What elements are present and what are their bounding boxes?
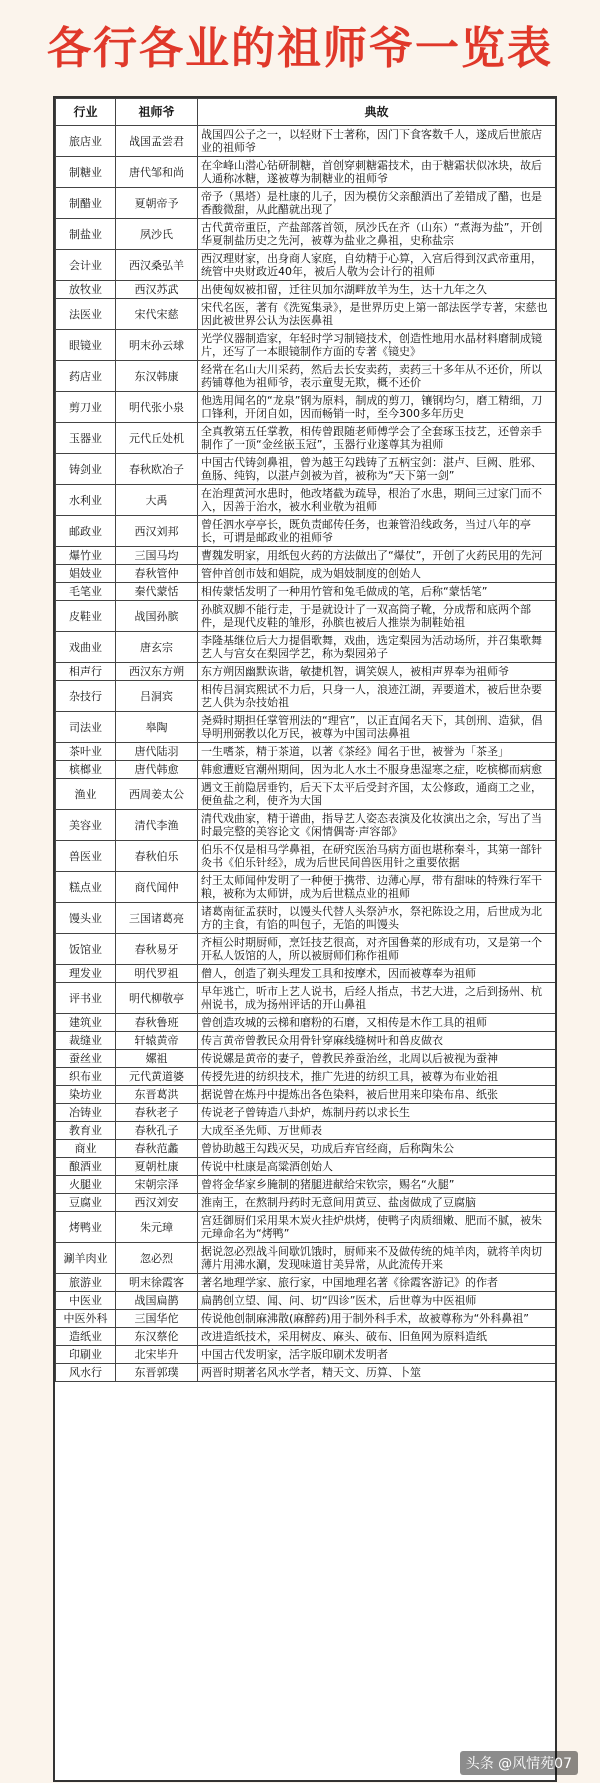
- table-row: [56, 1032, 556, 1050]
- trade-cell: 会计业: [56, 250, 116, 281]
- story-cell: 传说老子曾铸造八卦炉，炼制丹药以求长生: [198, 1104, 556, 1122]
- ancestor-cell: 明代柳敬亭: [116, 983, 198, 1014]
- trade-cell: 制糖业: [56, 157, 116, 188]
- ancestor-cell: 西汉刘邦: [116, 516, 198, 547]
- story-cell: 据说曾在炼丹中提炼出各色染料，被后世用来印染布帛、纸张: [198, 1086, 556, 1104]
- trade-cell: 旅店业: [56, 126, 116, 157]
- ancestor-cell: 吕洞宾: [116, 681, 198, 712]
- story-cell: 遇文王前隐居垂钓，后天下太平后受封齐国，太公修政，通商工之业，便鱼盐之利，使齐为大国: [198, 779, 556, 810]
- table-row: [56, 1243, 556, 1274]
- table-row: [56, 903, 556, 934]
- story-cell: 相传吕洞宾熙试不力后，只身一人，浪迹江湖，弄要道术，被后世杂要艺人供为杂技始祖: [198, 681, 556, 712]
- ancestor-cell: 秦代蒙恬: [116, 583, 198, 601]
- table-header-row: [56, 99, 556, 126]
- ancestor-cell: 宋朝宗泽: [116, 1176, 198, 1194]
- ancestor-cell: 唐代邹和尚: [116, 157, 198, 188]
- ancestor-cell: 西周姜太公: [116, 779, 198, 810]
- table-row: [56, 1194, 556, 1212]
- table-row: [56, 392, 556, 423]
- trade-cell: 茶叶业: [56, 743, 116, 761]
- trade-cell: 豆腐业: [56, 1194, 116, 1212]
- trade-cell: 渔业: [56, 779, 116, 810]
- story-cell: 传说中杜康是高粱酒创始人: [198, 1158, 556, 1176]
- trade-cell: 建筑业: [56, 1014, 116, 1032]
- trade-cell: 织布业: [56, 1068, 116, 1086]
- story-cell: 早年逃亡，听市上艺人说书，后经人指点，书艺大进，之后到扬州、杭州说书，成为扬州评话的开山鼻祖: [198, 983, 556, 1014]
- ancestor-table: [53, 96, 557, 1782]
- table-row: [56, 547, 556, 565]
- story-cell: 大成至圣先师、万世师表: [198, 1122, 556, 1140]
- trade-cell: 玉器业: [56, 423, 116, 454]
- ancestor-cell: 春秋伯乐: [116, 841, 198, 872]
- table-row: [56, 1328, 556, 1346]
- table-row: [56, 1050, 556, 1068]
- table-row: [56, 454, 556, 485]
- story-cell: 经常在名山大川采药，然后去长安卖药，卖药三十多年从不还价，所以药铺尊他为祖师爷，表示童叟无欺，概不还价: [198, 361, 556, 392]
- story-cell: 中国古代铸剑鼻祖，曾为越王勾践铸了五柄宝剑：湛卢、巨阙、胜邪、鱼肠、纯钩，以湛卢剑被为首，被称为“天下第一剑”: [198, 454, 556, 485]
- table-row: [56, 157, 556, 188]
- table-row: [56, 1346, 556, 1364]
- table-row: [56, 934, 556, 965]
- story-cell: 僧人，创造了剃头理发工具和按摩术，因而被尊奉为祖师: [198, 965, 556, 983]
- page-title: 各行各业的祖师爷一览表: [47, 23, 553, 74]
- trade-cell: 风水行: [56, 1364, 116, 1382]
- story-cell: 一生嗜茶，精于茶道，以著《茶经》闻名于世，被誉为「茶圣」: [198, 743, 556, 761]
- ancestor-cell: 唐玄宗: [116, 632, 198, 663]
- ancestor-cell: 唐代韩愈: [116, 761, 198, 779]
- story-cell: 帝予（黑塔）是杜康的儿子，因为模仿父亲酿酒出了差错成了醋，也是香酸微甜，从此醋就出现了: [198, 188, 556, 219]
- header-trade: 行业: [56, 99, 116, 126]
- story-cell: 出使匈奴被扣留，迁往贝加尔湖畔放羊为生，达十九年之久: [198, 281, 556, 299]
- table-row: [56, 601, 556, 632]
- ancestor-cell: 西汉刘安: [116, 1194, 198, 1212]
- table-row: [56, 779, 556, 810]
- ancestor-cell: 朱元璋: [116, 1212, 198, 1243]
- table-row: [56, 632, 556, 663]
- story-cell: 两晋时期著名风水学者，精天文、历算、卜筮: [198, 1364, 556, 1382]
- trade-cell: 兽医业: [56, 841, 116, 872]
- table-row: [56, 250, 556, 281]
- story-cell: 传言黄帝曾教民众用骨针穿麻线缝树叶和兽皮做衣: [198, 1032, 556, 1050]
- ancestor-cell: 轩辕黄帝: [116, 1032, 198, 1050]
- trade-cell: 美容业: [56, 810, 116, 841]
- ancestor-cell: 战国孙膑: [116, 601, 198, 632]
- ancestor-cell: 夏朝帝予: [116, 188, 198, 219]
- ancestor-cell: 唐代陆羽: [116, 743, 198, 761]
- table-row: [56, 299, 556, 330]
- ancestor-cell: 东汉韩康: [116, 361, 198, 392]
- ancestor-cell: 大禹: [116, 485, 198, 516]
- table-row: [56, 810, 556, 841]
- table-row: [56, 681, 556, 712]
- story-cell: 清代戏曲家，精于谱曲，指导艺人姿态表演及化妆演出之余，写出了当时最完整的美容论文《闲情偶寄·声容部》: [198, 810, 556, 841]
- ancestor-cell: 春秋孔子: [116, 1122, 198, 1140]
- trade-cell: 糕点业: [56, 872, 116, 903]
- table-body: [56, 126, 556, 1382]
- trade-cell: 戏曲业: [56, 632, 116, 663]
- trade-cell: 相声行: [56, 663, 116, 681]
- trade-cell: 眼镜业: [56, 330, 116, 361]
- ancestor-cell: 商代闻仲: [116, 872, 198, 903]
- header-ancestor: 祖师爷: [116, 99, 198, 126]
- story-cell: 曾协助越王勾践灭吴，功成后弃官经商，后称陶朱公: [198, 1140, 556, 1158]
- table-row: [56, 1068, 556, 1086]
- trade-cell: 涮羊肉业: [56, 1243, 116, 1274]
- ancestor-cell: 夙沙氏: [116, 219, 198, 250]
- table-row: [56, 872, 556, 903]
- table-row: [56, 1292, 556, 1310]
- story-cell: 东方朔因幽默诙谐，敏捷机智，调笑娱人，被相声界奉为祖师爷: [198, 663, 556, 681]
- story-cell: 淮南王，在熬制丹药时无意间用黄豆、盐卤做成了豆腐脑: [198, 1194, 556, 1212]
- ancestor-cell: 明末徐霞客: [116, 1274, 198, 1292]
- ancestor-cell: 春秋范蠡: [116, 1140, 198, 1158]
- story-cell: 曹魏发明家，用纸包火药的方法做出了“爆仗”，开创了火药民用的先河: [198, 547, 556, 565]
- story-cell: 宫廷御厨们采用果木炭火挂炉烘烤，使鸭子肉质细嫩、肥而不腻，被朱元璋命名为“烤鸭”: [198, 1212, 556, 1243]
- trade-cell: 中医业: [56, 1292, 116, 1310]
- trade-cell: 杂技行: [56, 681, 116, 712]
- table-row: [56, 423, 556, 454]
- story-cell: 纣王太师闻仲发明了一种便于携带、边薄心厚，带有甜味的特殊行军干粮，被称为太师饼，成为后世糕点业的祖师: [198, 872, 556, 903]
- story-cell: 他选用闻名的“龙泉”钢为原料，制成的剪刀，镶钢均匀，磨工精细，刀口锋利，开闭自如，因而畅销一时，至今300多年历史: [198, 392, 556, 423]
- table-row: [56, 281, 556, 299]
- story-cell: 李隆基继位后大力提倡歌舞，戏曲，选定梨园为活动场所，并召集歌舞艺人与宫女在梨园学艺，称为梨园弟子: [198, 632, 556, 663]
- story-cell: 尧舜时期担任掌管刑法的“理官”，以正直闻名天下，其创刑、造狱，倡导明刑弼教以化万民，被尊为中国司法鼻祖: [198, 712, 556, 743]
- trade-cell: 火腿业: [56, 1176, 116, 1194]
- trade-cell: 爆竹业: [56, 547, 116, 565]
- ancestor-cell: 战国孟尝君: [116, 126, 198, 157]
- ancestor-cell: 东晋郭璞: [116, 1364, 198, 1382]
- trade-cell: 槟榔业: [56, 761, 116, 779]
- story-cell: 曾创造攻城的云梯和磨粉的石磨，又相传是木作工具的祖师: [198, 1014, 556, 1032]
- story-cell: 相传蒙恬发明了一种用竹管和兔毛做成的笔，后称“蒙恬笔”: [198, 583, 556, 601]
- story-cell: 宋代名医，著有《洗冤集录》，是世界历史上第一部法医学专著，宋慈也因此被世界公认为法医鼻祖: [198, 299, 556, 330]
- table-row: [56, 565, 556, 583]
- trade-cell: 染坊业: [56, 1086, 116, 1104]
- ancestor-cell: 元代丘处机: [116, 423, 198, 454]
- story-cell: 管仲首创市妓和娼院，成为娼妓制度的创始人: [198, 565, 556, 583]
- trade-cell: 娼妓业: [56, 565, 116, 583]
- trade-cell: 旅游业: [56, 1274, 116, 1292]
- ancestor-cell: 春秋易牙: [116, 934, 198, 965]
- ancestor-cell: 明代罗祖: [116, 965, 198, 983]
- trade-cell: 馒头业: [56, 903, 116, 934]
- story-cell: 伯乐不仅是相马学鼻祖，在研究医治马病方面也堪称秦斗，其第一部针灸书《伯乐针经》，成为后世民间兽医用针之重要依据: [198, 841, 556, 872]
- story-cell: 传授先进的纺织技术，推广先进的纺织工具，被尊为布业始祖: [198, 1068, 556, 1086]
- trade-cell: 理发业: [56, 965, 116, 983]
- story-cell: 西汉理财家，出身商人家庭，自幼精于心算，入宫后得到汉武帝重用，统管中央财政近40年，被后人敬为会计行的祖师: [198, 250, 556, 281]
- story-cell: 中国古代发明家，活字版印刷术发明者: [198, 1346, 556, 1364]
- table-row: [56, 1158, 556, 1176]
- story-cell: 传说嫘是黄帝的妻子，曾教民养蚕治丝，北周以后被视为蚕神: [198, 1050, 556, 1068]
- table-row: [56, 516, 556, 547]
- trade-cell: 中医外科: [56, 1310, 116, 1328]
- story-cell: 著名地理学家、旅行家，中国地理名著《徐霞客游记》的作者: [198, 1274, 556, 1292]
- trade-cell: 烤鸭业: [56, 1212, 116, 1243]
- ancestor-cell: 三国诸葛亮: [116, 903, 198, 934]
- ancestor-cell: 三国马均: [116, 547, 198, 565]
- table-row: [56, 1104, 556, 1122]
- table-row: [56, 361, 556, 392]
- table-row: [56, 188, 556, 219]
- table-row: [56, 1212, 556, 1243]
- story-cell: 古代黄帝重臣，产盐部落首领，夙沙氏在齐（山东）“煮海为盐”，开创华夏制盐历史之先河，被尊为盐业之鼻祖，史称盐宗: [198, 219, 556, 250]
- ancestor-cell: 东晋葛洪: [116, 1086, 198, 1104]
- watermark: 头条 @风情苑07: [460, 1751, 578, 1775]
- ancestor-cell: 西汉苏武: [116, 281, 198, 299]
- ancestor-cell: 春秋老子: [116, 1104, 198, 1122]
- trade-cell: 剪刀业: [56, 392, 116, 423]
- table-row: [56, 983, 556, 1014]
- trade-cell: 教育业: [56, 1122, 116, 1140]
- trade-cell: 蚕丝业: [56, 1050, 116, 1068]
- table-row: [56, 1086, 556, 1104]
- ancestor-cell: 清代李渔: [116, 810, 198, 841]
- trade-cell: 邮政业: [56, 516, 116, 547]
- story-cell: 扁鹊创立望、闻、问、切“四诊”医术，后世尊为中医祖师: [198, 1292, 556, 1310]
- story-cell: 改进造纸技术，采用树皮、麻头、破布、旧鱼网为原料造纸: [198, 1328, 556, 1346]
- ancestor-cell: 嫘祖: [116, 1050, 198, 1068]
- story-cell: 战国四公子之一，以轻财下士著称，因门下食客数千人，遂成后世旅店业的祖师爷: [198, 126, 556, 157]
- ancestor-cell: 明末孙云球: [116, 330, 198, 361]
- table-row: [56, 841, 556, 872]
- trade-cell: 皮鞋业: [56, 601, 116, 632]
- trade-cell: 药店业: [56, 361, 116, 392]
- table-row: [56, 330, 556, 361]
- trade-cell: 饭馆业: [56, 934, 116, 965]
- trade-cell: 司法业: [56, 712, 116, 743]
- story-cell: 诸葛南征孟获时，以馒头代替人头祭泸水，祭祀陈设之用，后世成为北方的主食，有馅的叫包子，无馅的叫馒头: [198, 903, 556, 934]
- table-row: [56, 1274, 556, 1292]
- table-row: [56, 965, 556, 983]
- story-cell: 全真教第五任掌教，相传曾跟随老师傅学会了全套琢玉技艺，还曾亲手制作了一顶“金丝嵌玉冠”，玉器行业遂尊其为祖师: [198, 423, 556, 454]
- story-cell: 在治理黄河水患时，他改堵截为疏导，根治了水患，期间三过家门而不入，因善于治水，被水利业敬为祖师: [198, 485, 556, 516]
- trade-cell: 铸剑业: [56, 454, 116, 485]
- trade-cell: 冶铸业: [56, 1104, 116, 1122]
- trade-cell: 制盐业: [56, 219, 116, 250]
- table-row: [56, 1014, 556, 1032]
- ancestor-cell: 三国华佗: [116, 1310, 198, 1328]
- story-cell: 齐桓公时期厨师，烹饪技艺很高，对齐国鲁菜的形成有功，又是第一个开私人饭馆的人，所以被厨师们称作祖师: [198, 934, 556, 965]
- trade-cell: 评书业: [56, 983, 116, 1014]
- ancestor-cell: 西汉桑弘羊: [116, 250, 198, 281]
- table-row: [56, 743, 556, 761]
- table-row: [56, 126, 556, 157]
- story-cell: 韩愈遭贬官潮州期间，因为北人水土不服身患湿寒之症，吃槟榔而病愈: [198, 761, 556, 779]
- ancestor-cell: 皋陶: [116, 712, 198, 743]
- story-cell: 据说忽必烈战斗间歇饥饿时，厨师来不及做传统的炖羊肉，就将羊肉切薄片用沸水涮，发现味道甘美异常，从此流传开来: [198, 1243, 556, 1274]
- story-cell: 光学仪器制造家，年轻时学习制镜技术，创造性地用水晶材料磨制成镜片，还写了一本眼镜制作方面的专著《镜史》: [198, 330, 556, 361]
- trade-cell: 放牧业: [56, 281, 116, 299]
- ancestor-cell: 明代张小泉: [116, 392, 198, 423]
- table-row: [56, 1140, 556, 1158]
- ancestor-cell: 春秋管仲: [116, 565, 198, 583]
- trade-cell: 毛笔业: [56, 583, 116, 601]
- trade-cell: 裁缝业: [56, 1032, 116, 1050]
- table-row: [56, 219, 556, 250]
- table-row: [56, 1176, 556, 1194]
- story-cell: 在伞峰山潜心钻研制糖，首创穿刺糖霜技术，由于糖霜状似冰块，故后人通称冰糖，遂被尊为制糖业的祖师爷: [198, 157, 556, 188]
- story-cell: 传说他创制麻沸散(麻醉药)用于制外科手术，故被尊称为“外科鼻祖”: [198, 1310, 556, 1328]
- ancestor-cell: 北宋毕升: [116, 1346, 198, 1364]
- trade-cell: 制醋业: [56, 188, 116, 219]
- table-row: [56, 485, 556, 516]
- ancestor-cell: 忽必烈: [116, 1243, 198, 1274]
- table-row: [56, 1310, 556, 1328]
- trade-cell: 法医业: [56, 299, 116, 330]
- table-row: [56, 663, 556, 681]
- header-story: 典故: [198, 99, 556, 126]
- ancestor-cell: 西汉东方朔: [116, 663, 198, 681]
- table-row: [56, 712, 556, 743]
- table-row: [56, 583, 556, 601]
- story-cell: 孙膑双脚不能行走，于是就设计了一双高筒子靴，分成帮和底两个部件，是现代皮鞋的雏形，孙膑也被后人推崇为制鞋始祖: [198, 601, 556, 632]
- ancestor-cell: 春秋鲁班: [116, 1014, 198, 1032]
- ancestor-cell: 东汉蔡伦: [116, 1328, 198, 1346]
- story-cell: 曾将金华家乡腌制的猪腿进献给宋钦宗，赐名“火腿”: [198, 1176, 556, 1194]
- ancestor-cell: 夏朝杜康: [116, 1158, 198, 1176]
- ancestor-cell: 战国扁鹊: [116, 1292, 198, 1310]
- story-cell: 曾任泗水亭亭长，既负责邮传任务，也兼管沿线政务，当过八年的亭长，可谓是邮政业的祖师爷: [198, 516, 556, 547]
- table-row: [56, 761, 556, 779]
- table-row: [56, 1122, 556, 1140]
- ancestor-cell: 元代黄道婆: [116, 1068, 198, 1086]
- ancestor-cell: 春秋欧冶子: [116, 454, 198, 485]
- table-row: [56, 1364, 556, 1382]
- trade-cell: 酿酒业: [56, 1158, 116, 1176]
- trade-cell: 水利业: [56, 485, 116, 516]
- ancestor-cell: 宋代宋慈: [116, 299, 198, 330]
- trade-cell: 印刷业: [56, 1346, 116, 1364]
- trade-cell: 造纸业: [56, 1328, 116, 1346]
- trade-cell: 商业: [56, 1140, 116, 1158]
